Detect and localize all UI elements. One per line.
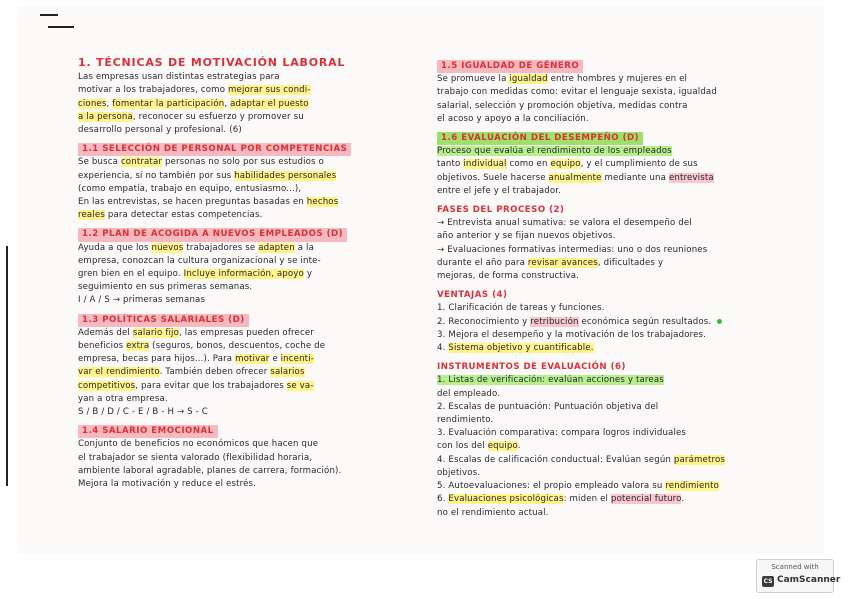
line-text: experiencia, si no también por sus	[78, 170, 235, 181]
line-text: para detectar estas competencias.	[104, 210, 263, 221]
line-text: gren bien en el equipo.	[78, 269, 184, 280]
s13-line	[78, 380, 423, 393]
s13-line	[78, 353, 423, 366]
line-text: mediante una	[601, 172, 669, 183]
s14-line	[78, 438, 423, 451]
line-text: trabajo con medidas como: evitar el lenguaje sexista, igualdad	[437, 87, 717, 98]
s15-line	[437, 86, 823, 99]
line-text: rendimiento.	[437, 415, 494, 426]
s11-line	[78, 196, 423, 209]
line-text: . También deben ofrecer	[159, 367, 271, 378]
heading-1-1-wrap	[78, 143, 351, 156]
line-text: Se busca	[78, 157, 121, 168]
highlighted-text: parámetros	[673, 454, 726, 465]
s14-line	[78, 478, 423, 491]
s11-line	[78, 209, 423, 222]
heading-1-2: 1.2 PLAN DE ACOGIDA A NUEVOS EMPLEADOS (D)	[82, 229, 344, 240]
highlighted-text: competitivos	[78, 380, 136, 391]
highlighted-text: se va-	[286, 380, 314, 391]
heading-fases-wrap	[437, 204, 823, 217]
highlighted-text: Evaluaciones psicológicas	[448, 494, 564, 505]
s13-line	[78, 406, 423, 419]
fases-line	[437, 217, 823, 230]
line-text: , para evitar que los trabajadores	[135, 380, 287, 391]
s11-line	[78, 170, 423, 183]
s16-line	[437, 145, 823, 158]
line-text: Conjunto de beneficios no económicos que hacen que	[78, 439, 319, 450]
s13-line	[78, 327, 423, 340]
line-text: 3. Mejora el desempeño y la motivación de los trabajadores.	[437, 329, 707, 340]
highlighted-text: equipo	[487, 441, 518, 452]
line-text: , y el cumplimiento de sus	[580, 159, 698, 170]
line-text: (como empatía, trabajo en equipo, entusiasmo...),	[78, 183, 302, 194]
highlighted-text: salario fijo	[132, 327, 179, 338]
line-text: beneficios	[78, 341, 127, 352]
line-text: mejoras, de forma constructiva.	[437, 271, 580, 282]
line-text: , dificultades y	[597, 257, 664, 268]
highlighted-text: reales	[78, 210, 105, 221]
line-text: .	[681, 494, 685, 505]
highlighted-text: anualmente	[548, 172, 602, 183]
watermark-line1: Scanned with	[771, 563, 819, 571]
s15-line	[437, 100, 823, 113]
instr-line	[437, 440, 823, 453]
line-text: tanto	[437, 159, 464, 170]
line-text: (seguros, bonos, descuentos, coche de	[149, 341, 326, 352]
line-text: con los del	[437, 441, 488, 452]
line-text: y	[303, 269, 313, 280]
heading-1-6: 1.6 EVALUACIÓN DEL DESEMPEÑO (D)	[441, 133, 640, 144]
ventajas-line	[437, 329, 823, 342]
highlighted-text: contratar	[120, 157, 163, 168]
instr-line	[437, 401, 823, 414]
line-text: → Entrevista anual sumativa: se valora el desempeño del	[437, 218, 692, 229]
line-text: salarial, selección y promoción objetiva, medidas contra	[437, 100, 688, 111]
fases-line	[437, 270, 823, 283]
line-text: año anterior y se fijan nuevos objetivos.	[437, 231, 616, 242]
line-text: En las entrevistas, se hacen preguntas basadas en	[78, 197, 307, 208]
s11-line	[78, 183, 423, 196]
line-text: yan a otra empresa.	[78, 393, 168, 404]
line-text: Además del	[78, 327, 133, 338]
heading-ventajas: VENTAJAS (4)	[437, 290, 508, 301]
highlighted-text: potencial futuro	[610, 494, 682, 505]
highlighted-text: mejorar sus condi-	[227, 85, 311, 96]
line-text: desarrollo personal y profesional. (6)	[78, 125, 242, 136]
line-text: empresa, conozcan la cultura organizacional y se inte-	[78, 255, 321, 266]
highlighted-text: igualdad	[509, 74, 548, 85]
line-text: económica según resultados.	[578, 316, 712, 327]
line-text: e	[269, 354, 281, 365]
instr-line	[437, 507, 823, 520]
margin-bracket	[6, 246, 8, 486]
heading-1-4: 1.4 SALARIO EMOCIONAL	[82, 426, 214, 437]
instr-line	[437, 454, 823, 467]
line-text: empresa, becas para hijos...). Para	[78, 354, 236, 365]
line-text: el acoso y apoyo a la conciliación.	[437, 113, 589, 124]
instr-line	[437, 480, 823, 493]
s15-line	[437, 113, 823, 126]
line-text: , reconocer su esfuerzo y promover su	[132, 111, 304, 122]
highlighted-text: rendimiento	[665, 481, 720, 492]
highlighted-text: fomentar la participación	[112, 98, 225, 109]
line-text: trabajadores se	[183, 242, 259, 253]
line-text: como en	[506, 159, 551, 170]
watermark-line2: CamScanner	[777, 575, 841, 585]
s13-line	[78, 366, 423, 379]
heading-1-5: 1.5 IGUALDAD DE GÉNERO	[441, 61, 580, 71]
line-text: 4. Escalas de calificación conductual: Evalúan según	[437, 454, 674, 465]
right-column	[437, 54, 823, 520]
intro-line	[78, 84, 423, 97]
highlighted-text: retribución	[530, 316, 579, 327]
s12-line	[78, 268, 423, 281]
section-title: 1. TÉCNICAS DE MOTIVACIÓN LABORAL	[78, 56, 346, 69]
line-text: 2. Escalas de puntuación: Puntuación objetiva del	[437, 401, 659, 412]
intro-line	[78, 124, 423, 137]
instr-line	[437, 388, 823, 401]
highlighted-text: equipo	[550, 159, 581, 170]
instr-line	[437, 427, 823, 440]
line-text: ,	[224, 98, 231, 109]
line-text: durante el año para	[437, 257, 528, 268]
line-text: motivar a los trabajadores, como	[78, 85, 228, 96]
s12-line	[78, 281, 423, 294]
camscanner-logo-icon: CS	[763, 578, 773, 585]
line-text: no el rendimiento actual.	[437, 507, 549, 518]
line-text: 3. Evaluación comparativa: compara logros individuales	[437, 428, 687, 439]
heading-1-6-wrap	[437, 132, 643, 145]
camscanner-watermark	[756, 559, 841, 593]
line-text: : miden el	[563, 494, 611, 505]
highlighted-text: ciones	[78, 98, 107, 109]
line-text: el trabajador se sienta valorado (flexibilidad horaria,	[78, 452, 313, 463]
s11-line	[78, 156, 423, 169]
s16-line	[437, 158, 823, 171]
heading-instrumentos: INSTRUMENTOS DE EVALUACIÓN (6)	[437, 362, 626, 373]
line-text: , las empresas pueden ofrecer	[179, 327, 314, 338]
line-text: Mejora la motivación y reduce el estrés.	[78, 479, 257, 490]
scan-corner-mark	[40, 14, 58, 16]
highlighted-text: Sistema objetivo y cuantificable.	[448, 343, 594, 354]
fases-line	[437, 230, 823, 243]
intro-line	[78, 111, 423, 124]
s15-line	[437, 73, 823, 86]
line-text: Ayuda a que los	[78, 242, 152, 253]
highlighted-text: revisar avances	[527, 257, 598, 268]
line-text: I / A / S → primeras semanas	[78, 295, 206, 306]
line-text: .	[517, 441, 521, 452]
line-text: personas no solo por sus estudios o	[162, 157, 324, 168]
line-text: entre hombres y mujeres en el	[547, 74, 688, 85]
highlighted-text: extra	[126, 341, 150, 352]
heading-ventajas-wrap	[437, 289, 823, 302]
line-text: Se promueve la	[437, 74, 510, 85]
s12-line	[78, 294, 423, 307]
intro-line	[78, 71, 423, 84]
instr-line	[437, 414, 823, 427]
highlighted-text: salarios	[270, 367, 305, 378]
scan-corner-mark	[48, 26, 74, 28]
instr-line	[437, 467, 823, 480]
highlighted-text: incenti-	[280, 354, 314, 365]
line-text: ambiente laboral agradable, planes de carrera, formación).	[78, 465, 342, 476]
instr-line	[437, 493, 823, 506]
heading-1-1: 1.1 SELECCIÓN DE PERSONAL POR COMPETENCIAS	[82, 144, 348, 155]
highlighted-text: habilidades personales	[234, 170, 337, 181]
line-text: Las empresas usan distintas estrategias para	[78, 72, 280, 83]
left-column	[78, 56, 423, 491]
line-text: S / B / D / C - E / B - H → S - C	[78, 407, 208, 418]
highlighted-text: entrevista	[668, 172, 714, 183]
s14-line	[78, 465, 423, 478]
heading-fases: FASES DEL PROCESO (2)	[437, 205, 565, 216]
ventajas-line	[437, 302, 823, 315]
line-text: entre el jefe y el trabajador.	[437, 185, 562, 196]
line-text: → Evaluaciones formativas intermedias: uno o dos reuniones	[437, 244, 708, 255]
highlighted-text: hechos	[306, 197, 339, 208]
s12-line	[78, 255, 423, 268]
heading-1-4-wrap	[78, 425, 218, 438]
ventajas-line	[437, 342, 823, 355]
heading-1-5-wrap	[437, 60, 583, 73]
highlighted-text: nuevos	[151, 242, 184, 253]
line-text: del empleado.	[437, 388, 501, 399]
s13-line	[78, 393, 423, 406]
green-dot-icon	[717, 319, 722, 324]
line-text: 6.	[437, 494, 449, 505]
s16-line	[437, 172, 823, 185]
line-text: 5. Autoevaluaciones: el propio empleado valora su	[437, 481, 666, 492]
highlighted-text: adapten	[258, 242, 295, 253]
s13-line	[78, 340, 423, 353]
highlighted-text: Incluye información, apoyo	[183, 269, 304, 280]
fases-line	[437, 257, 823, 270]
intro-line	[78, 98, 423, 111]
s16-line	[437, 185, 823, 198]
instr-line	[437, 374, 823, 387]
fases-line	[437, 244, 823, 257]
highlighted-text: individual	[463, 159, 507, 170]
highlighted-text: 1. Listas de verificación: evalúan acciones y tareas	[437, 375, 664, 386]
highlighted-text: motivar	[235, 354, 270, 365]
line-text: objetivos.	[437, 467, 481, 478]
s12-line	[78, 242, 423, 255]
line-text: seguimiento en sus primeras semanas.	[78, 282, 253, 293]
ventajas-line	[437, 316, 823, 329]
line-text: 4.	[437, 343, 449, 354]
heading-1-3-wrap	[78, 314, 249, 327]
highlighted-text: Proceso que evalúa el rendimiento de los empleados	[437, 146, 672, 157]
s14-line	[78, 452, 423, 465]
line-text: objetivos. Suele hacerse	[437, 172, 549, 183]
line-text: a la	[294, 242, 314, 253]
highlighted-text: a la persona	[78, 111, 133, 122]
heading-instrumentos-wrap	[437, 361, 823, 374]
line-text: 1. Clarificación de tareas y funciones.	[437, 303, 605, 314]
highlighted-text: var el rendimiento	[78, 367, 160, 378]
line-text: ,	[106, 98, 113, 109]
heading-1-2-wrap	[78, 228, 347, 241]
line-text: 2. Reconocimiento y	[437, 316, 531, 327]
heading-1-3: 1.3 POLÍTICAS SALARIALES (D)	[82, 314, 245, 325]
section-title-wrap	[78, 56, 423, 69]
highlighted-text: adaptar el puesto	[230, 98, 309, 109]
